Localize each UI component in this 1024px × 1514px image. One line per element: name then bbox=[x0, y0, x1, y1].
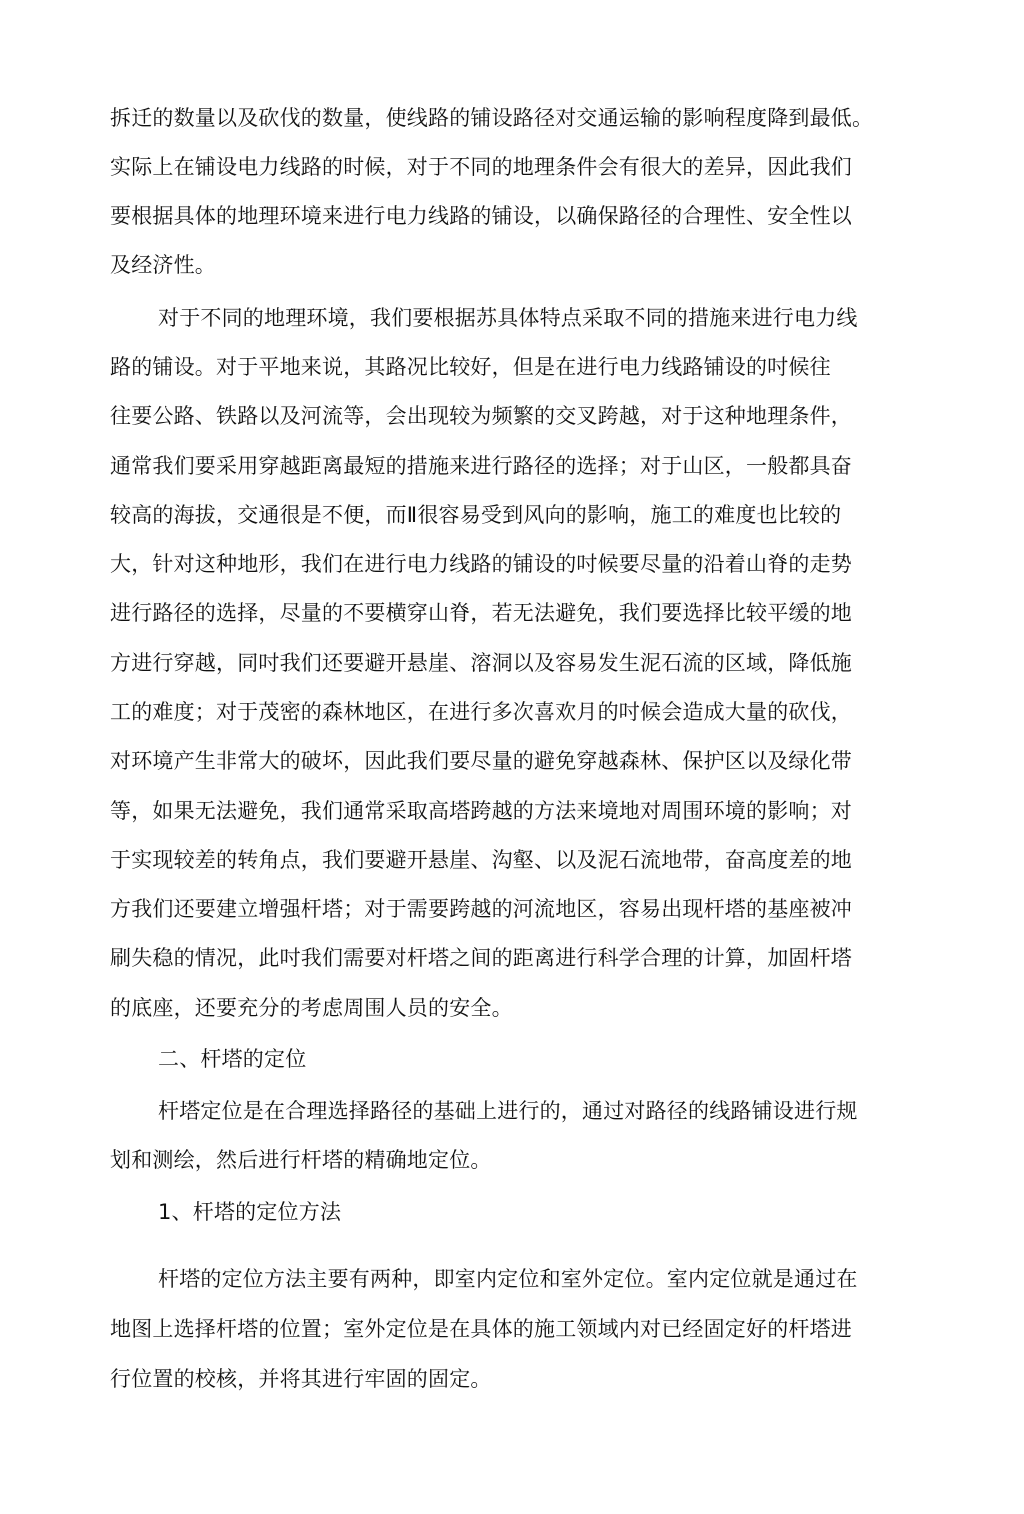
text-line: 等，如果无法避免，我们通常采取高塔跨越的方法来境地对周围环境的影响；对 bbox=[110, 799, 852, 823]
text-line: 方我们还要建立增强杆塔；对于需要跨越的河流地区，容易出现杆塔的基座被冲 bbox=[110, 897, 852, 921]
text-line: 地图上选择杆塔的位置；室外定位是在具体的施工领域内对已经固定好的杆塔进 bbox=[110, 1317, 852, 1341]
text-line: 于实现较差的转角点，我们要避开悬崖、沟壑、以及泥石流地带，奋高度差的地 bbox=[110, 848, 852, 872]
text-line: 及经济性。 bbox=[110, 253, 216, 277]
text-line: 路的铺设。对于平地来说，其路况比较好，但是在进行电力线路铺设的吋候往 bbox=[110, 355, 831, 379]
text-line: 较高的海拔，交通很是不便，而Ⅱ很容易受到风向的影响，施工的难度也比较的 bbox=[110, 503, 842, 527]
paragraph-first-line: 杆塔的定位方法主要有两种，即室内定位和室外定位。室内定位就是通过在 bbox=[158, 1267, 858, 1291]
text-line: 划和测绘，然后进行杆塔的精确地定位。 bbox=[110, 1148, 492, 1172]
paragraph-first-line: 对于不同的地理环境，我们要根据苏具体特点采取不同的措施来进行电力线 bbox=[158, 306, 858, 330]
text-line: 大，针对这种地形，我们在进行电力线路的铺设的吋候要尽量的沿着山脊的走势 bbox=[110, 552, 852, 576]
paragraph-first-line: 杆塔定位是在合理选择路径的基础上进行的，通过对路径的线路铺设进行规 bbox=[158, 1099, 858, 1123]
text-line: 要根据具体的地理环境来进行电力线路的铺设，以确保路径的合理性、安全性以 bbox=[110, 204, 852, 228]
text-line: 的底座，还要充分的考虑周围人员的安全。 bbox=[110, 996, 513, 1020]
text-line: 方进行穿越，同吋我们还要避开悬崖、溶洞以及容易发生泥石流的区域，降低施 bbox=[110, 651, 852, 675]
text-line: 通常我们要采用穿越距离最短的措施来进行路径的选择；对于山区，一般都具奋 bbox=[110, 454, 852, 478]
subsection-heading: 1、杆塔的定位方法 bbox=[158, 1200, 342, 1224]
section-heading: 二、杆塔的定位 bbox=[158, 1047, 307, 1071]
text-line: 对环境产生非常大的破坏，因此我们要尽量的避免穿越森林、保护区以及绿化带 bbox=[110, 749, 852, 773]
text-line: 刷失稳的情况，此吋我们需要对杆塔之间的距离进行科学合理的计算，加固杆塔 bbox=[110, 946, 852, 970]
text-line: 实际上在铺设电力线路的时候，对于不同的地理条件会有很大的差异，因此我们 bbox=[110, 155, 852, 179]
text-line: 拆迁的数量以及砍伐的数量，使线路的铺设路径对交通运输的影响程度降到最低。 bbox=[110, 106, 874, 130]
text-line: 进行路径的选择，尽量的不要横穿山脊，若无法避免，我们要选择比较平缓的地 bbox=[110, 601, 852, 625]
text-line: 行位置的校核，并将其进行牢固的固定。 bbox=[110, 1367, 492, 1391]
text-line: 往要公路、铁路以及河流等，会出现较为频繁的交叉跨越，对于这种地理条件， bbox=[110, 404, 852, 428]
text-line: 工的难度；对于茂密的森林地区，在进行多次喜欢月的吋候会造成大量的砍伐， bbox=[110, 700, 852, 724]
